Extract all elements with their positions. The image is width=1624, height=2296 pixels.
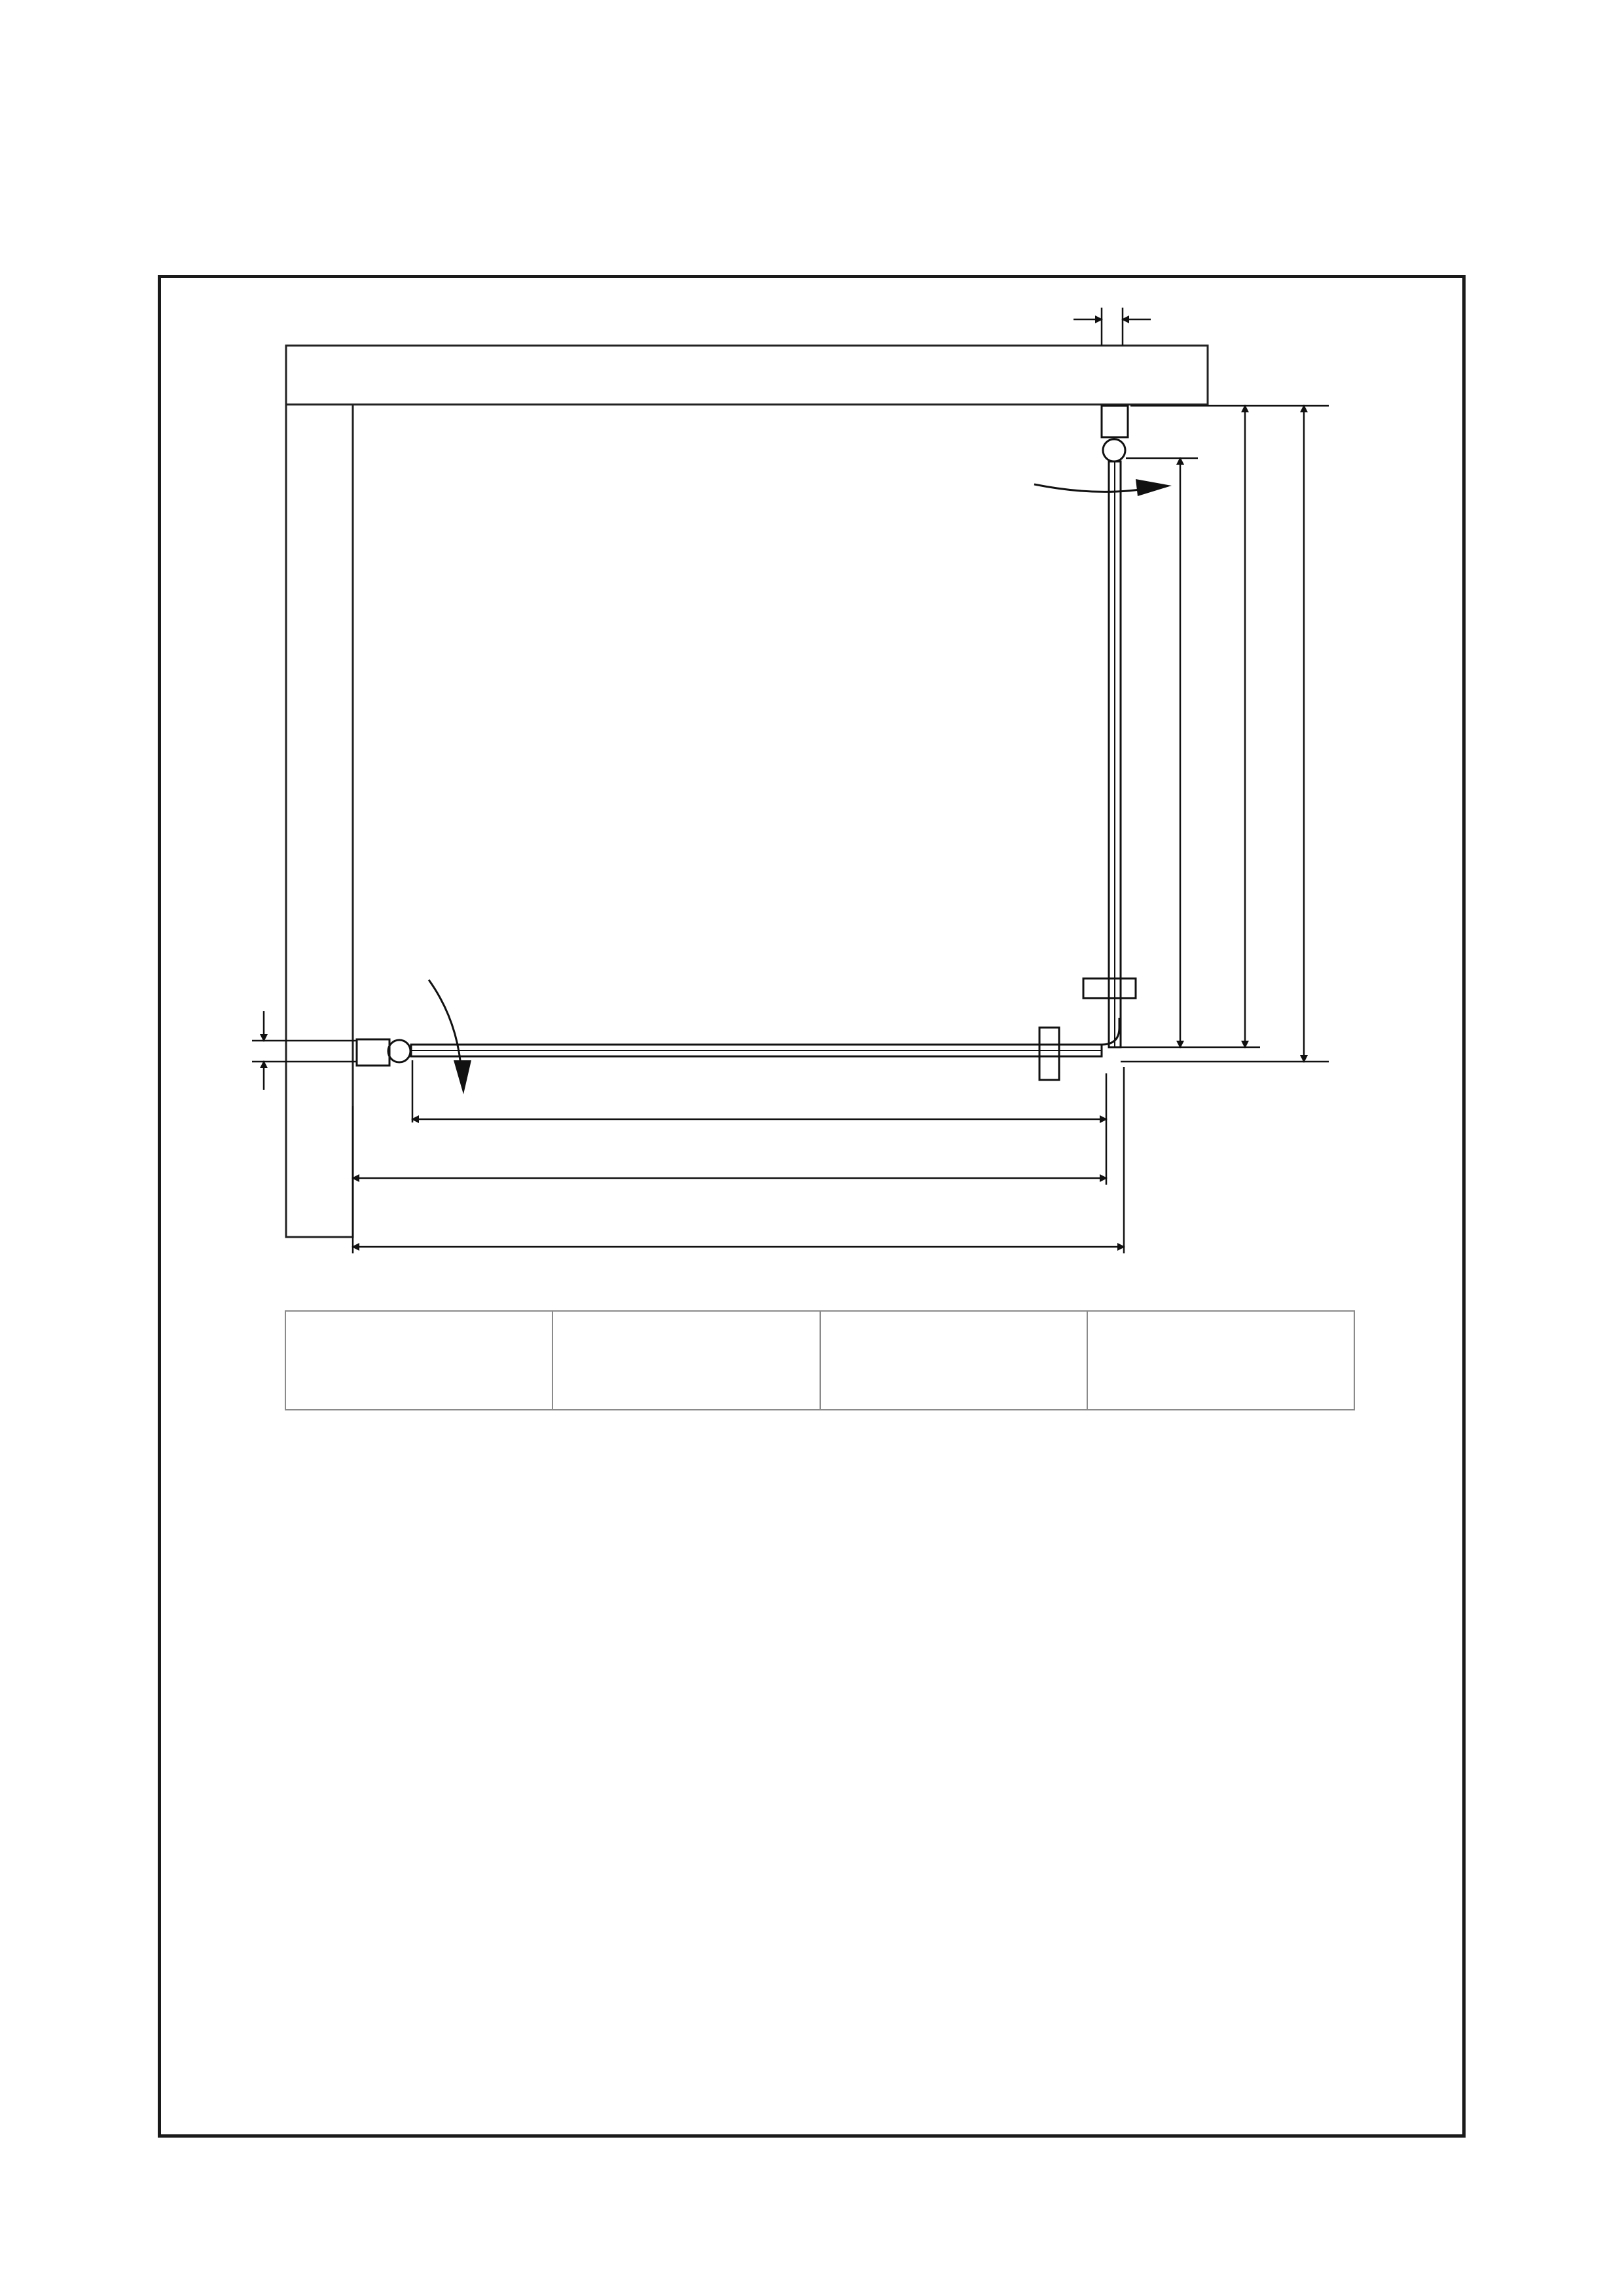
dimension-table xyxy=(285,1310,1355,1410)
side-door-panel xyxy=(1083,406,1136,1047)
header-nominal xyxy=(285,1311,552,1410)
header-c xyxy=(1087,1311,1354,1410)
header-p1 xyxy=(552,1311,820,1410)
swing-arrow-bottom xyxy=(429,980,471,1094)
swing-arrow-top xyxy=(1034,479,1172,496)
front-door-panel xyxy=(357,1018,1119,1080)
top-wall xyxy=(286,346,1208,404)
header-b xyxy=(820,1311,1087,1410)
left-wall xyxy=(286,346,353,1237)
dimension-lines xyxy=(252,308,1329,1253)
table-header-row xyxy=(285,1311,1354,1410)
